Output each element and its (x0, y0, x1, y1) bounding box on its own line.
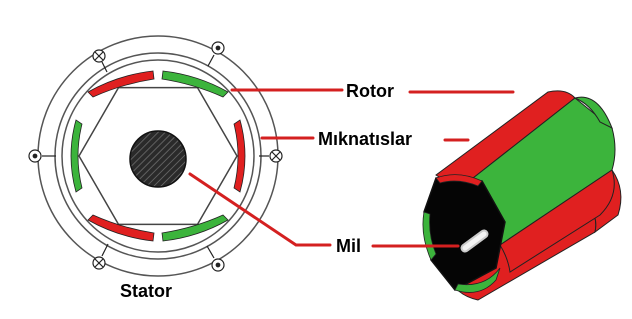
rotor-3d-view (423, 91, 621, 300)
rotor-label: Rotor (346, 81, 394, 101)
magnets-label: Mıknatıslar (318, 129, 413, 149)
shaft-label: Mil (336, 236, 361, 256)
shaft-cross-section (130, 131, 186, 187)
stator-label: Stator (120, 281, 173, 301)
motor-cross-section (29, 36, 282, 276)
